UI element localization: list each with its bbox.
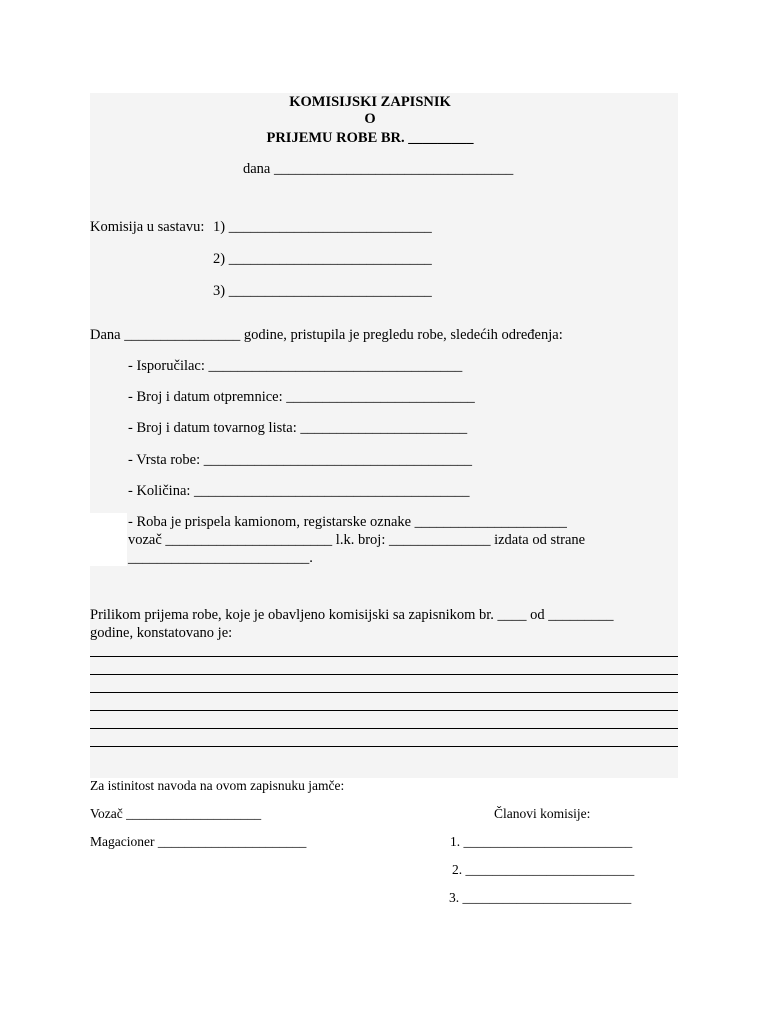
transport-line-3: _________________________. — [128, 550, 313, 566]
field-goods-type: - Vrsta robe: _____________________________________ — [128, 452, 473, 468]
findings-blank-line — [90, 746, 678, 747]
field-dispatch-note: - Broj i datum otpremnice: __________________________ — [128, 389, 475, 405]
date-field: dana _________________________________ — [243, 161, 514, 177]
committee-signature-2: 2. _________________________ — [452, 862, 635, 877]
committee-member-1: 1) ____________________________ — [213, 219, 432, 235]
committee-signature-1: 1. _________________________ — [450, 834, 633, 849]
findings-blank-line — [90, 728, 678, 729]
findings-line-1: Prilikom prijema robe, koje je obavljeno komisijski sa zapisnikom br. ____ od _________ — [90, 607, 614, 623]
inspection-intro: Dana ________________ godine, pristupila je pregledu robe, sledećih određenja: — [90, 327, 563, 343]
findings-blank-line — [90, 656, 678, 657]
field-supplier: - Isporučilac: ___________________________________ — [128, 358, 463, 374]
document-title: KOMISIJSKI ZAPISNIK — [289, 94, 451, 110]
committee-member-2: 2) ____________________________ — [213, 251, 432, 267]
form-background-upper — [90, 93, 678, 513]
committee-label: Komisija u sastavu: — [90, 219, 205, 235]
findings-line-2: godine, konstatovano je: — [90, 625, 233, 641]
findings-blank-line — [90, 710, 678, 711]
field-quantity: - Količina: ______________________________________ — [128, 483, 470, 499]
field-waybill: - Broj i datum tovarnog lista: _______________________ — [128, 420, 468, 436]
document-title-conjunction: O — [364, 111, 376, 127]
findings-blank-line — [90, 692, 678, 693]
warehouse-signature: Magacioner ______________________ — [90, 834, 307, 849]
committee-members-label: Članovi komisije: — [494, 806, 591, 821]
transport-line-2: vozač _______________________ l.k. broj: ______________ izdata od strane — [128, 532, 586, 548]
findings-blank-line — [90, 674, 678, 675]
guarantee-statement: Za istinitost navoda na ovom zapisnuku jamče: — [90, 778, 345, 793]
driver-signature: Vozač ____________________ — [90, 806, 262, 821]
committee-member-3: 3) ____________________________ — [213, 283, 432, 299]
committee-signature-3: 3. _________________________ — [449, 890, 632, 905]
document-subtitle: PRIJEMU ROBE BR. _________ — [266, 130, 474, 146]
transport-line-1: - Roba je prispela kamionom, registarske oznake _____________________ — [128, 514, 567, 530]
